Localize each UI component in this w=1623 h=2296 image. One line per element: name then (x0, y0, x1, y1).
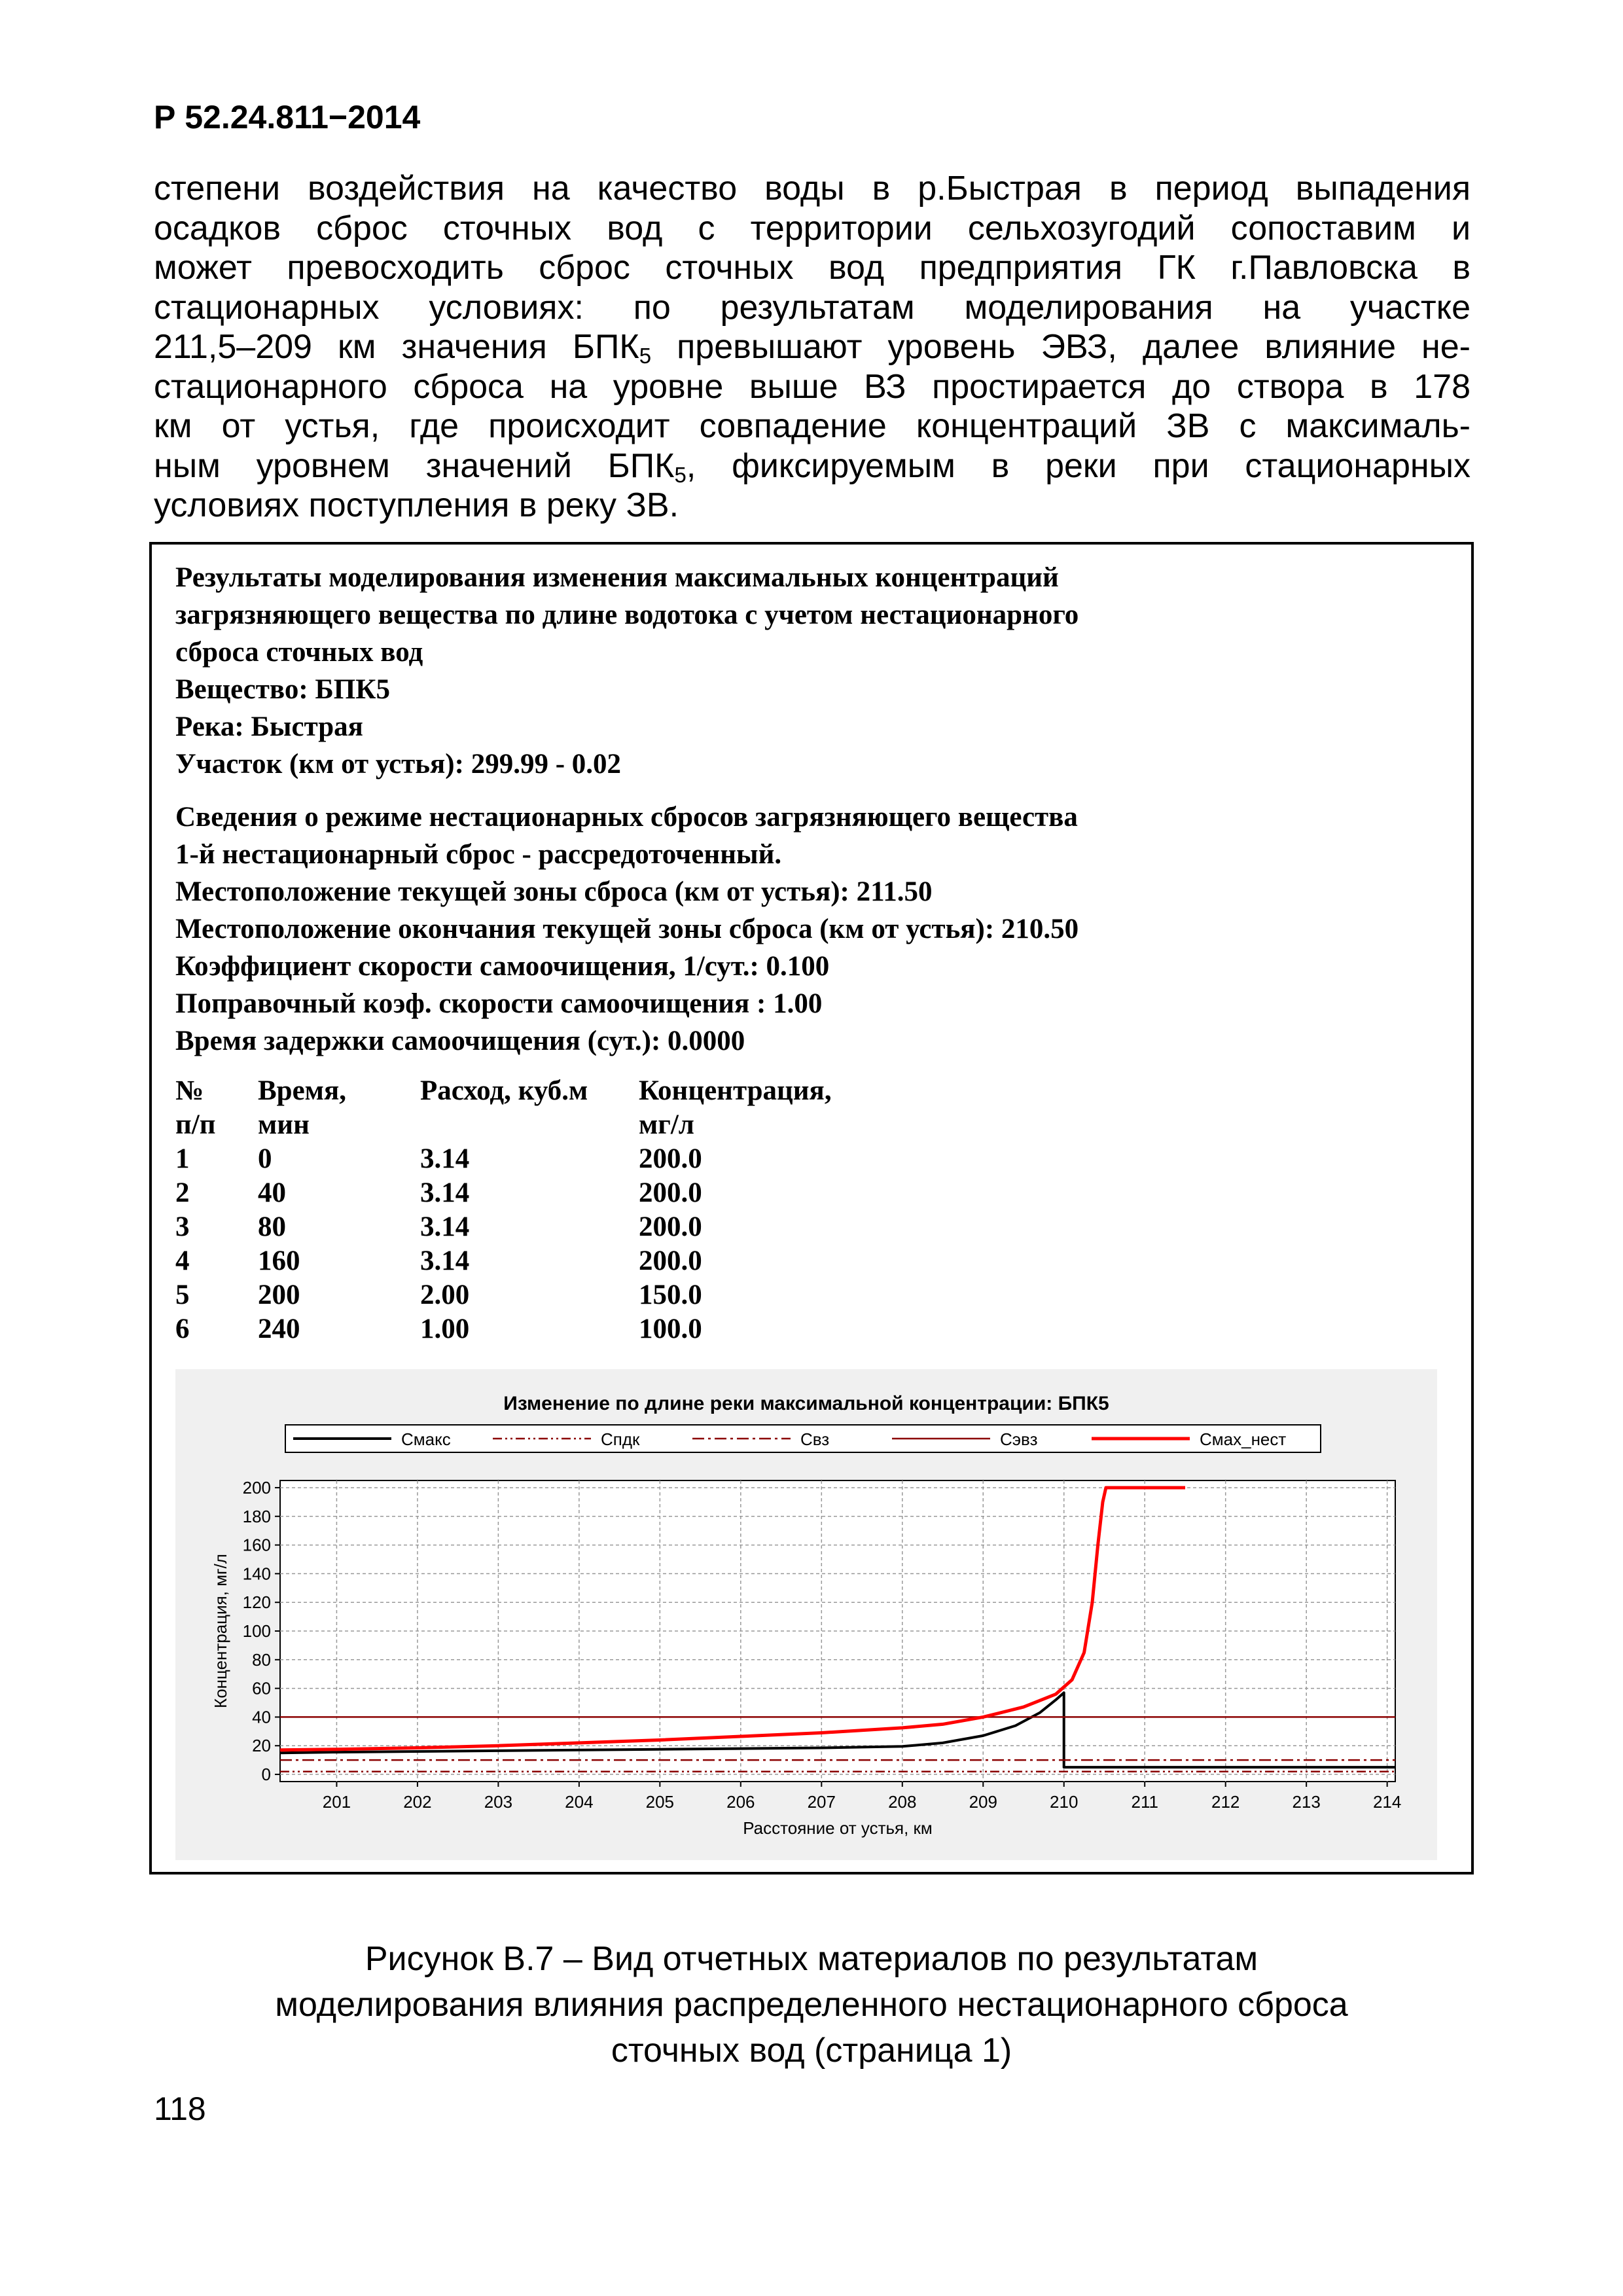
report-title-line: сброса сточных вод (175, 637, 423, 668)
table-cell: 200.0 (639, 1246, 702, 1276)
y-tick-label: 80 (252, 1649, 271, 1670)
table-cell: 100.0 (639, 1314, 702, 1344)
paragraph-line: осадков сброс сточных вод с территории сельхозугодий сопоставим и (154, 209, 1471, 247)
paragraph-line (154, 327, 1471, 367)
x-tick-label: 206 (726, 1792, 755, 1812)
table-cell: 1.00 (420, 1314, 470, 1344)
report-title-line: Результаты моделирования изменения максимальных концентраций (175, 562, 1059, 593)
legend-label: Сэвз (1000, 1429, 1038, 1449)
caption-line: Рисунок В.7 – Вид отчетных материалов по результатам (365, 1940, 1258, 1978)
table-cell: 3.14 (420, 1177, 470, 1208)
subscript: 5 (674, 462, 687, 487)
report-info-line: Коэффициент скорости самоочищения, 1/сут.: 0.100 (175, 951, 830, 982)
x-tick-label: 208 (888, 1792, 917, 1812)
body-paragraph (154, 169, 1471, 526)
y-tick-label: 200 (242, 1477, 271, 1498)
table-cell: 6 (175, 1314, 190, 1344)
paragraph-text: 211,5–209 км значения БПК (154, 328, 639, 366)
table-row (175, 1279, 901, 1313)
table-row (175, 1313, 901, 1347)
discharge-table (175, 1075, 901, 1347)
table-cell: 4 (175, 1246, 190, 1276)
table-cell: 2.00 (420, 1280, 470, 1310)
table-cell: 40 (258, 1177, 286, 1208)
x-tick-label: 202 (403, 1792, 432, 1812)
paragraph-line: стационарных условиях: по результатам моделирования на участке (154, 288, 1471, 327)
legend-label: Смах_нест (1200, 1429, 1287, 1449)
table-header-cell: № (175, 1075, 204, 1106)
report-info-line: 1-й нестационарный сброс - рассредоточенный. (175, 839, 782, 870)
report-title-line: загрязняющего вещества по длине водотока с учетом нестационарного (175, 600, 1079, 630)
report-info-line: Местоположение окончания текущей зоны сброса (км от устья): 210.50 (175, 914, 1079, 944)
concentration-chart (175, 1369, 1437, 1860)
x-tick-label: 204 (565, 1792, 594, 1812)
table-header-cell: мин (258, 1109, 310, 1140)
y-tick-label: 60 (252, 1678, 271, 1698)
table-header-cell: мг/л (639, 1109, 694, 1140)
y-tick-label: 180 (242, 1506, 271, 1526)
y-axis-label: Концентрация, мг/л (211, 1554, 230, 1708)
x-tick-label: 209 (969, 1792, 997, 1812)
paragraph-line: условиях поступления в реку ЗВ. (154, 486, 679, 524)
x-tick-label: 205 (645, 1792, 675, 1812)
x-tick-label: 203 (484, 1792, 513, 1812)
report-frame (149, 542, 1474, 1874)
report-substance: Вещество: БПК5 (175, 674, 390, 705)
paragraph-line: км от устья, где происходит совпадение концентраций ЗВ с максималь- (154, 407, 1471, 445)
paragraph-line: может превосходить сброс сточных вод предприятия ГК г.Павловска в (154, 249, 1471, 287)
table-row (175, 1245, 901, 1279)
x-tick-label: 213 (1292, 1792, 1321, 1812)
table-cell: 200.0 (639, 1211, 702, 1242)
legend-label: Спдк (601, 1429, 640, 1449)
table-cell: 0 (258, 1143, 272, 1174)
figure-caption (0, 1936, 1623, 2073)
report-info-line: Местоположение текущей зоны сброса (км от устья): 211.50 (175, 876, 933, 907)
caption-line: сточных вод (страница 1) (611, 2032, 1012, 2070)
x-tick-label: 201 (322, 1792, 351, 1812)
table-cell: 1 (175, 1143, 190, 1174)
x-tick-label: 210 (1050, 1792, 1079, 1812)
table-cell: 2 (175, 1177, 190, 1208)
y-tick-label: 160 (242, 1535, 271, 1555)
table-header-cell: Концентрация, (639, 1075, 832, 1106)
x-tick-label: 207 (807, 1792, 836, 1812)
paragraph-line: стационарного сброса на уровне выше ВЗ простирается до створа в 178 (154, 367, 1471, 406)
report-info-line: Сведения о режиме нестационарных сбросов загрязняющего вещества (175, 802, 1078, 833)
x-tick-label: 211 (1131, 1792, 1158, 1812)
x-tick-label: 214 (1372, 1792, 1402, 1812)
x-axis-label: Расстояние от устья, км (743, 1818, 933, 1838)
caption-line: моделирования влияния распределенного нестационарного сброса (275, 1986, 1348, 2024)
table-cell: 3.14 (420, 1246, 470, 1276)
table-header-row (175, 1075, 901, 1109)
document-number: Р 52.24.811−2014 (154, 99, 421, 135)
paragraph-line: степени воздействия на качество воды в р.Быстрая в период выпадения (154, 170, 1471, 207)
table-header-cell: п/п (175, 1109, 216, 1140)
table-header-cell: Время, (258, 1075, 346, 1106)
table-cell: 200 (258, 1280, 300, 1310)
table-header-cell: Расход, куб.м (420, 1075, 588, 1106)
y-tick-label: 120 (242, 1592, 271, 1613)
report-section: Участок (км от устья): 299.99 - 0.02 (175, 749, 622, 780)
report-info-line: Время задержки самоочищения (сут.): 0.0000 (175, 1026, 745, 1056)
report-header (175, 559, 1079, 1060)
report-info-line: Поправочный коэф. скорости самоочищения : 1.00 (175, 988, 823, 1019)
y-tick-label: 100 (242, 1621, 271, 1641)
page-number: 118 (154, 2090, 206, 2127)
table-cell: 3.14 (420, 1143, 470, 1174)
table-cell: 5 (175, 1280, 190, 1310)
table-cell: 150.0 (639, 1280, 702, 1310)
report-river: Река: Быстрая (175, 711, 363, 742)
table-header-cell (420, 1109, 639, 1143)
paragraph-text: ным уровнем значений БПК (154, 446, 675, 485)
y-tick-label: 40 (252, 1707, 271, 1727)
table-cell: 200.0 (639, 1177, 702, 1208)
table-cell: 3.14 (420, 1211, 470, 1242)
paragraph-line (154, 446, 1471, 486)
table-cell: 160 (258, 1246, 300, 1276)
table-row (175, 1211, 901, 1245)
y-tick-label: 140 (242, 1564, 271, 1584)
table-cell: 240 (258, 1314, 300, 1344)
table-row (175, 1177, 901, 1211)
paragraph-text: , фиксируемым в реки при стационарных (686, 446, 1471, 485)
legend-label: Смакс (401, 1429, 451, 1449)
x-tick-label: 212 (1211, 1792, 1240, 1812)
table-header-row (175, 1109, 901, 1143)
y-tick-label: 20 (252, 1736, 271, 1756)
table-cell: 200.0 (639, 1143, 702, 1174)
paragraph-text: превышают уровень ЭВЗ, далее влияние не- (651, 328, 1471, 366)
chart-title: Изменение по длине реки максимальной концентрации: БПК5 (503, 1393, 1109, 1414)
legend-label: Свз (800, 1429, 830, 1449)
y-tick-label: 0 (261, 1765, 271, 1785)
chart-svg (175, 1369, 1437, 1860)
table-row (175, 1143, 901, 1177)
table-cell: 80 (258, 1211, 286, 1242)
subscript: 5 (639, 344, 652, 368)
table-cell: 3 (175, 1211, 190, 1242)
